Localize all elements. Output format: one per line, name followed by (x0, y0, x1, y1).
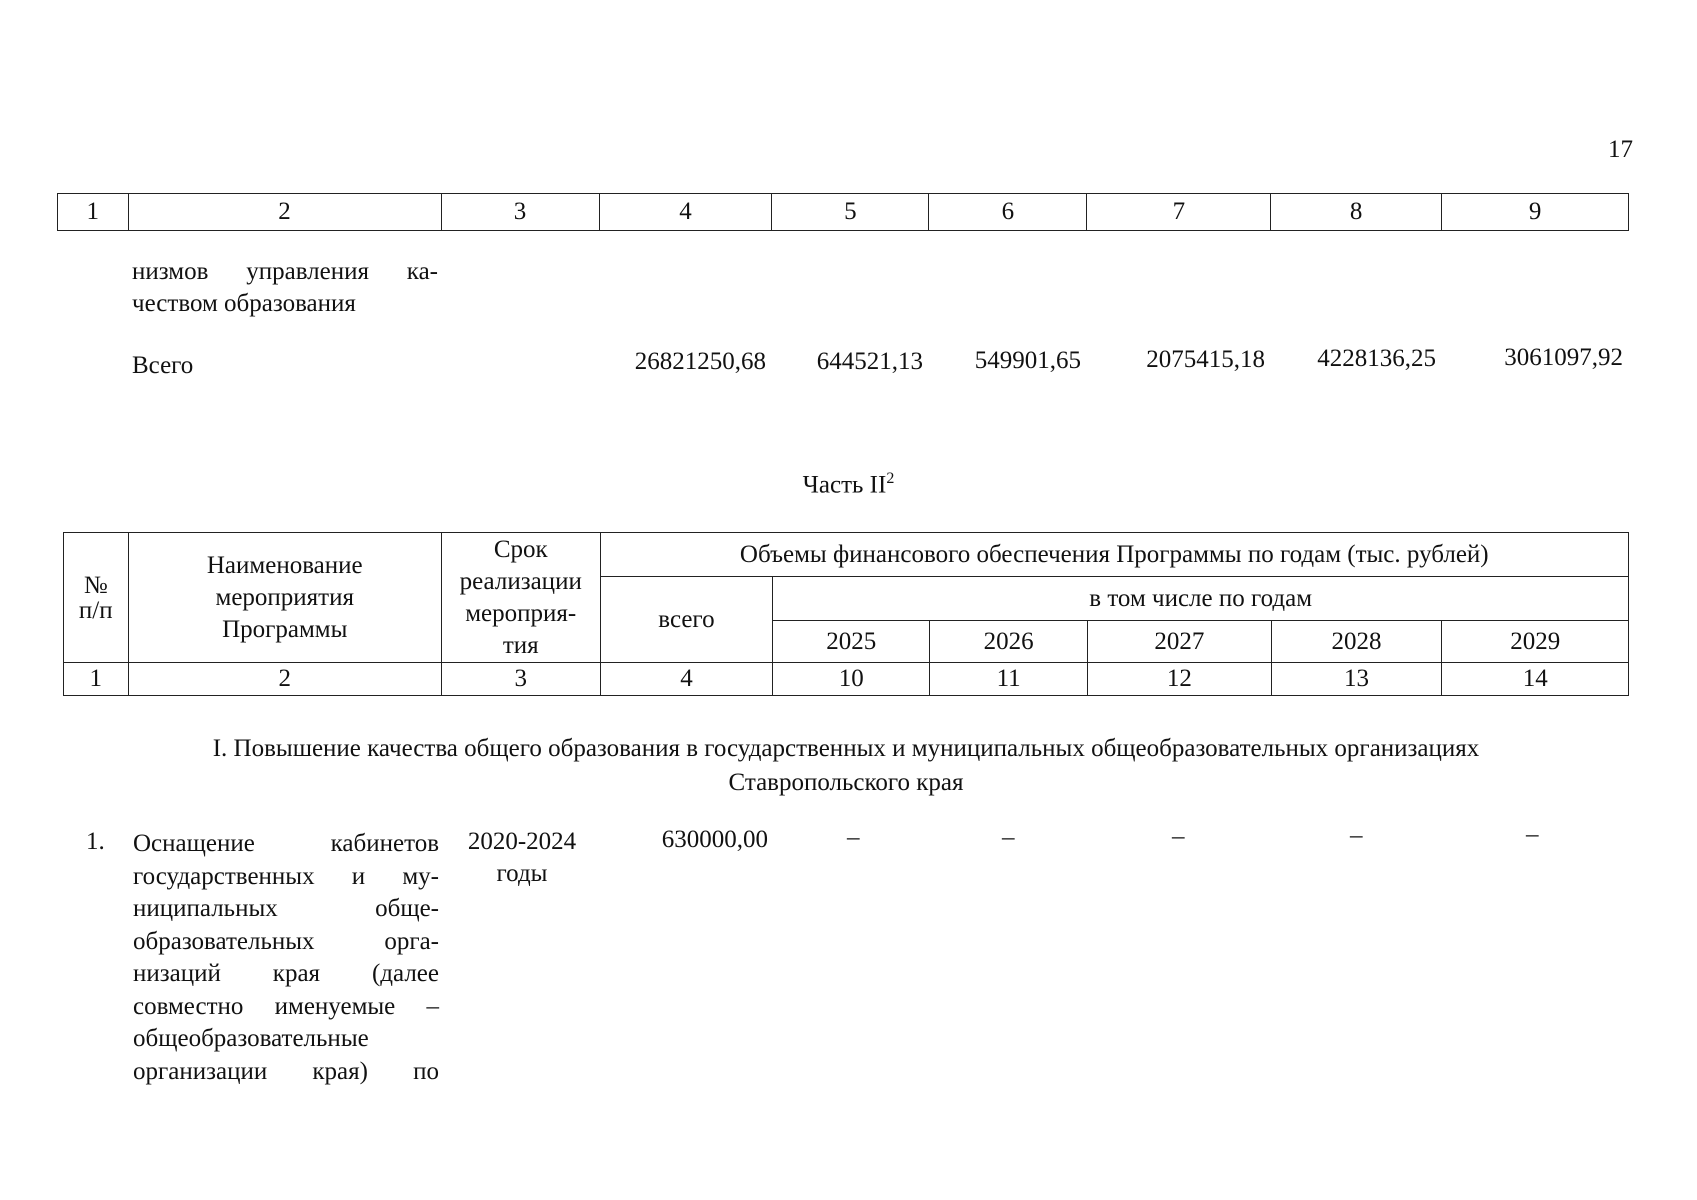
row1-2025: – (847, 824, 860, 851)
row1-2027: – (1172, 823, 1185, 850)
row1-term-line: годы (496, 860, 548, 887)
row1-2026: – (1002, 824, 1015, 851)
header-colnum: 13 (1271, 663, 1442, 696)
header-name (128, 533, 441, 663)
row1-name-line: государственных и му- (133, 862, 439, 890)
header-term-line: тия (502, 631, 539, 659)
header-number (64, 533, 129, 663)
row1-name-line: общеобразовательные (133, 1025, 369, 1052)
header-term-line: Срок (493, 535, 548, 563)
header-number-line: № (83, 571, 108, 599)
page-number: 17 (1608, 136, 1633, 163)
continued-text (132, 256, 438, 320)
column-number-row (57, 193, 1629, 231)
row1-term (446, 826, 598, 890)
header-colnum: 1 (64, 663, 129, 696)
header-year-2029: 2029 (1442, 621, 1629, 663)
header-colnum: 2 (128, 663, 441, 696)
row1-term-line: 2020-2024 (467, 828, 577, 855)
header-term-line: мероприя- (465, 599, 577, 627)
row1-2029: – (1526, 821, 1539, 848)
financing-table-header (63, 532, 1629, 696)
header-colnum: 12 (1088, 663, 1272, 696)
col-num-8: 8 (1271, 194, 1442, 231)
header-colnum: 11 (930, 663, 1088, 696)
header-by-years: в том числе по годам (773, 577, 1629, 621)
row1-name-line: ниципальных обще- (133, 895, 439, 922)
row1-name (133, 828, 439, 1088)
col-num-2: 2 (128, 194, 441, 231)
row1-name-line: организации края) по (133, 1057, 439, 1085)
header-total: всего (600, 577, 773, 663)
row1-name-line: образовательных орга- (133, 927, 439, 955)
header-colnum: 10 (773, 663, 930, 696)
continued-text-line: чеством образования (132, 290, 356, 317)
continued-text-line: низмов управления ка- (132, 258, 438, 285)
header-year-2027: 2027 (1088, 621, 1272, 663)
row1-name-line: Оснащение кабинетов (133, 830, 439, 857)
col-num-9: 9 (1442, 194, 1629, 231)
header-colnum: 4 (600, 663, 773, 696)
header-volumes: Объемы финансового обеспечения Программы по годам (тыс. рублей) (600, 533, 1628, 577)
total-value-2027: 2075415,18 (1146, 346, 1265, 373)
total-value-2025: 644521,13 (816, 348, 923, 375)
header-name-line: мероприятия (215, 583, 354, 611)
total-value-2026: 549901,65 (974, 347, 1081, 374)
header-name-line: Наименование (206, 551, 363, 579)
header-year-2025: 2025 (773, 621, 930, 663)
part-title (0, 470, 1697, 499)
row1-number: 1. (86, 828, 105, 855)
header-term (441, 533, 600, 663)
header-colnum: 14 (1442, 663, 1629, 696)
row1-name-line: низаций края (далее (133, 960, 439, 987)
header-term-line: реализации (459, 567, 582, 595)
total-value-2029: 3061097,92 (1504, 344, 1623, 371)
section-title (60, 732, 1632, 800)
row1-name-line: совместно именуемые – (133, 992, 439, 1020)
header-year-2026: 2026 (930, 621, 1088, 663)
col-num-4: 4 (599, 194, 772, 231)
row1-total: 630000,00 (661, 826, 768, 853)
part-title-text: Часть II (802, 471, 887, 499)
total-value-2028: 4228136,25 (1317, 345, 1436, 372)
section-title-line: Ставропольского края (728, 769, 964, 796)
section-title-line: I. Повышение качества общего образования в государственных и муниципальных общеобразовательных организациях (212, 735, 1480, 762)
part-title-sup: 2 (886, 470, 895, 487)
header-year-2028: 2028 (1271, 621, 1442, 663)
total-value-all: 26821250,68 (634, 348, 766, 375)
col-num-1: 1 (58, 194, 129, 231)
col-num-5: 5 (772, 194, 929, 231)
col-num-3: 3 (441, 194, 599, 231)
header-number-line: п/п (78, 596, 113, 624)
col-num-7: 7 (1087, 194, 1271, 231)
col-num-6: 6 (929, 194, 1087, 231)
total-label: Всего (132, 352, 194, 379)
header-colnum: 3 (441, 663, 600, 696)
header-name-line: Программы (222, 615, 348, 643)
row1-2028: – (1350, 822, 1363, 849)
